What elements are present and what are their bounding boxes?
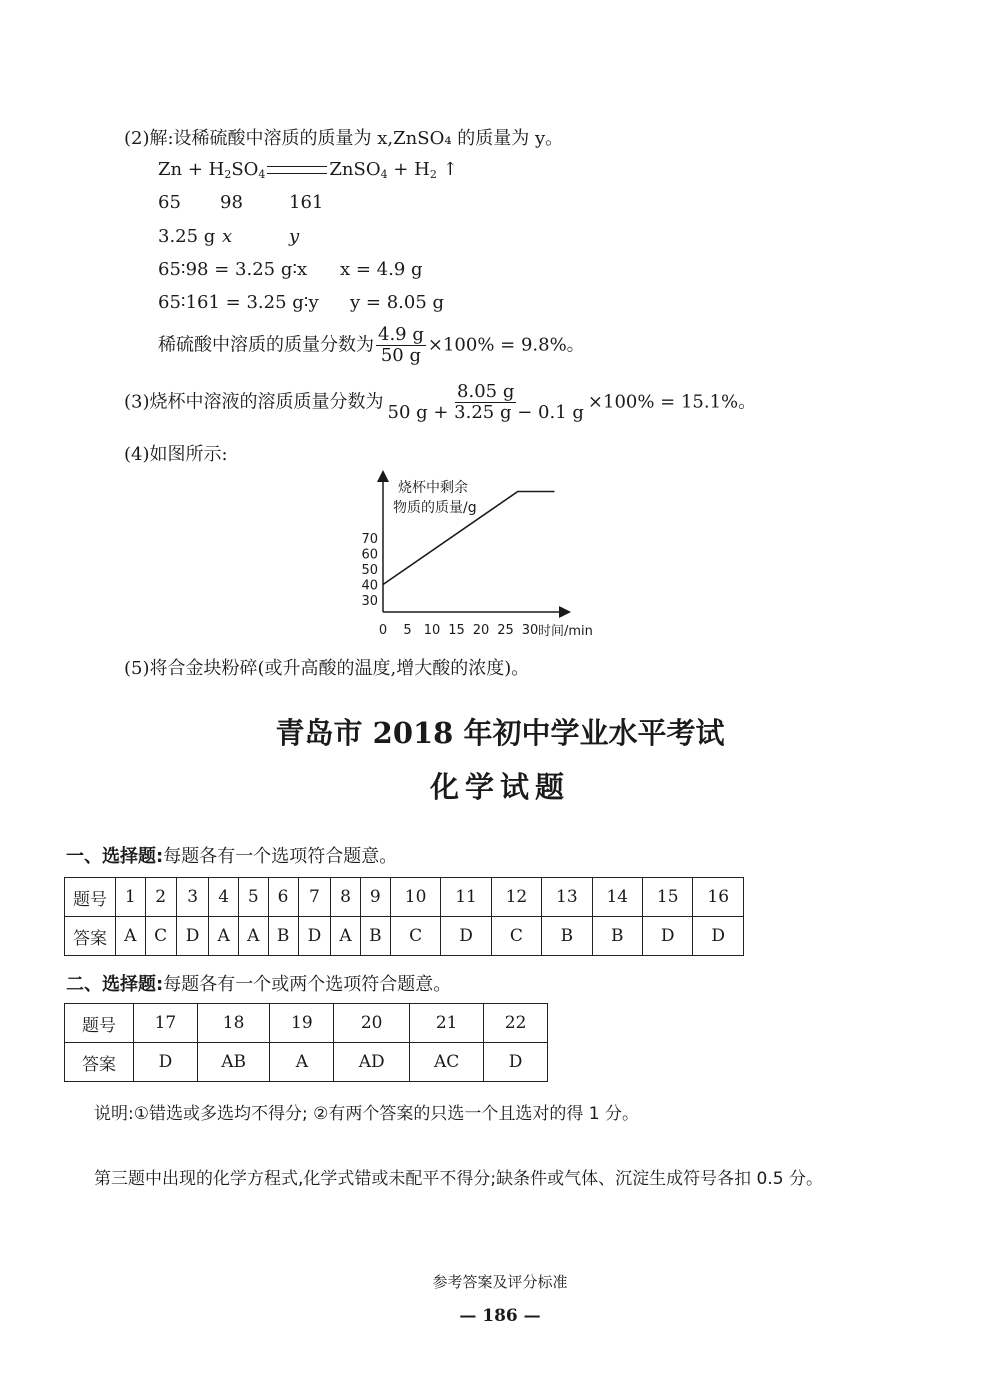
ratio-2: 65∶161 = 3.25 g∶y bbox=[158, 292, 319, 313]
table-cell: B bbox=[268, 917, 298, 956]
table-cell: B bbox=[360, 917, 390, 956]
row-label: 题号 bbox=[65, 1004, 134, 1043]
table-cell: 7 bbox=[298, 878, 331, 917]
fraction-label: 稀硫酸中溶质的质量分数为 bbox=[158, 334, 374, 356]
answer-table-1 bbox=[64, 877, 744, 956]
fraction-numerator: 4.9 g bbox=[378, 324, 424, 345]
answer-table-2 bbox=[64, 1003, 548, 1082]
ratio-1: 65∶98 = 3.25 g∶x bbox=[158, 259, 308, 280]
table-cell: 10 bbox=[390, 878, 440, 917]
section1-title: 一、选择题: bbox=[66, 846, 164, 867]
x-tick-label: 25 bbox=[497, 623, 514, 638]
table-cell: AC bbox=[410, 1043, 484, 1082]
table-cell: 13 bbox=[542, 878, 592, 917]
section2-desc: 每题各有一个或两个选项符合题意。 bbox=[163, 974, 452, 995]
y-tick-label: 30 bbox=[361, 594, 378, 609]
ratio-1-result: x = 4.9 g bbox=[340, 259, 423, 280]
table-cell: 16 bbox=[693, 878, 744, 917]
table-row bbox=[65, 1004, 548, 1043]
table-cell: D bbox=[134, 1043, 198, 1082]
part3-tail: ×100% = 15.1%。 bbox=[587, 391, 757, 413]
table-cell: 11 bbox=[441, 878, 491, 917]
eq-products: ZnSO bbox=[329, 159, 381, 180]
row-label: 题号 bbox=[65, 878, 116, 917]
row-label: 答案 bbox=[65, 1043, 134, 1082]
val-row-1: 3.25 g bbox=[158, 226, 216, 247]
note-2: 第三题中出现的化学方程式,化学式错或未配平不得分;缺条件或气体、沉淀生成符号各扣 0.5 分。 bbox=[94, 1169, 823, 1189]
table-cell: 1 bbox=[116, 878, 146, 917]
y-tick-label: 60 bbox=[361, 547, 378, 563]
table-cell: D bbox=[441, 917, 491, 956]
gas-arrow: ↑ bbox=[436, 159, 458, 180]
x-tick-label: 5 bbox=[403, 623, 412, 638]
section2-heading bbox=[66, 970, 451, 996]
table-cell: 3 bbox=[176, 878, 209, 917]
x-tick-label: 30 bbox=[521, 623, 539, 638]
y-axis-label-2: 物质的质量/g bbox=[393, 500, 477, 516]
table-cell: 5 bbox=[238, 878, 268, 917]
part3-denominator: 50 g + 3.25 g − 0.1 g bbox=[387, 402, 584, 423]
x-tick-label: 15 bbox=[448, 623, 465, 638]
table-cell: D bbox=[484, 1043, 548, 1082]
table-row bbox=[65, 917, 744, 956]
row-label: 答案 bbox=[65, 917, 116, 956]
x-axis-label: 时间/min bbox=[538, 624, 593, 639]
part4-label: (4)如图所示: bbox=[124, 444, 228, 465]
table-cell: 21 bbox=[410, 1004, 484, 1043]
table-cell: B bbox=[592, 917, 642, 956]
section1-desc: 每题各有一个选项符合题意。 bbox=[163, 846, 398, 867]
table-cell: C bbox=[145, 917, 176, 956]
note-1: 说明:①错选或多选均不得分; ②有两个答案的只选一个且选对的得 1 分。 bbox=[94, 1104, 639, 1124]
table-cell: D bbox=[693, 917, 744, 956]
exam-subtitle: 化学试题 bbox=[429, 770, 570, 804]
fraction-tail: ×100% = 9.8%。 bbox=[427, 334, 585, 356]
table-cell: D bbox=[642, 917, 692, 956]
fraction bbox=[376, 325, 426, 366]
y-tick-label: 70 bbox=[361, 532, 378, 547]
part3-line bbox=[124, 382, 756, 423]
table-cell: 9 bbox=[360, 878, 390, 917]
table-cell: D bbox=[298, 917, 331, 956]
part5-text: (5)将合金块粉碎(或升高酸的温度,增大酸的浓度)。 bbox=[124, 658, 530, 679]
x-ticks bbox=[379, 623, 538, 638]
val-row-2: x bbox=[222, 226, 233, 247]
table-cell: 20 bbox=[334, 1004, 410, 1043]
table-cell: 8 bbox=[331, 878, 361, 917]
part3-numerator: 8.05 g bbox=[457, 381, 515, 402]
table-cell: A bbox=[209, 917, 239, 956]
table-row bbox=[65, 878, 744, 917]
mass-time-chart bbox=[340, 470, 640, 645]
table-cell: 17 bbox=[134, 1004, 198, 1043]
table-cell: A bbox=[270, 1043, 334, 1082]
table-cell: AB bbox=[197, 1043, 270, 1082]
table-cell: 14 bbox=[592, 878, 642, 917]
table-cell: 12 bbox=[491, 878, 541, 917]
table-row bbox=[65, 1043, 548, 1082]
y-axis-label-1: 烧杯中剩余 bbox=[398, 480, 468, 496]
table-cell: 19 bbox=[270, 1004, 334, 1043]
val-row-3: y bbox=[289, 226, 300, 247]
ratio-2-result: y = 8.05 g bbox=[350, 292, 445, 313]
section1-heading bbox=[66, 842, 397, 868]
table-cell: 6 bbox=[268, 878, 298, 917]
footer-label: 参考答案及评分标准 bbox=[432, 1273, 568, 1291]
table-cell: AD bbox=[334, 1043, 410, 1082]
table-cell: D bbox=[176, 917, 209, 956]
y-ticks bbox=[361, 532, 378, 609]
chemical-equation: $Zn + H_2SO_4$ ZnSO$_4$ + $H_2$ ↑ bbox=[158, 159, 458, 181]
table-cell: B bbox=[542, 917, 592, 956]
fraction-denominator: 50 g bbox=[380, 345, 422, 366]
mass-fraction-line bbox=[158, 325, 585, 366]
mass-row-2: 98 bbox=[220, 192, 243, 213]
section2-title: 二、选择题: bbox=[66, 974, 164, 995]
part3-fraction bbox=[386, 382, 586, 423]
part3-label: (3)烧杯中溶液的溶质质量分数为 bbox=[124, 391, 384, 413]
table-cell: A bbox=[238, 917, 268, 956]
mass-row-1: 65 bbox=[158, 192, 181, 213]
page-number: — 186 — bbox=[459, 1306, 541, 1326]
table-cell: 2 bbox=[145, 878, 176, 917]
part2-intro: (2)解:设稀硫酸中溶质的质量为 x,ZnSO₄ 的质量为 y。 bbox=[124, 128, 564, 149]
table-cell: A bbox=[331, 917, 361, 956]
y-tick-label: 50 bbox=[361, 563, 378, 578]
equals-bar bbox=[267, 166, 327, 174]
table-cell: 22 bbox=[484, 1004, 548, 1043]
y-tick-label: 40 bbox=[361, 578, 378, 594]
eq-reactants: Zn + H bbox=[158, 159, 225, 180]
table-cell: 15 bbox=[642, 878, 692, 917]
x-tick-label: 0 bbox=[378, 623, 388, 638]
exam-title: 青岛市 2018 年初中学业水平考试 bbox=[275, 716, 725, 750]
x-tick-label: 10 bbox=[423, 623, 441, 638]
table-cell: C bbox=[491, 917, 541, 956]
x-tick-label: 20 bbox=[472, 623, 490, 638]
table-cell: 18 bbox=[197, 1004, 270, 1043]
table-cell: A bbox=[116, 917, 146, 956]
table-cell: C bbox=[390, 917, 440, 956]
mass-row-3: 161 bbox=[289, 192, 324, 213]
table-cell: 4 bbox=[209, 878, 239, 917]
